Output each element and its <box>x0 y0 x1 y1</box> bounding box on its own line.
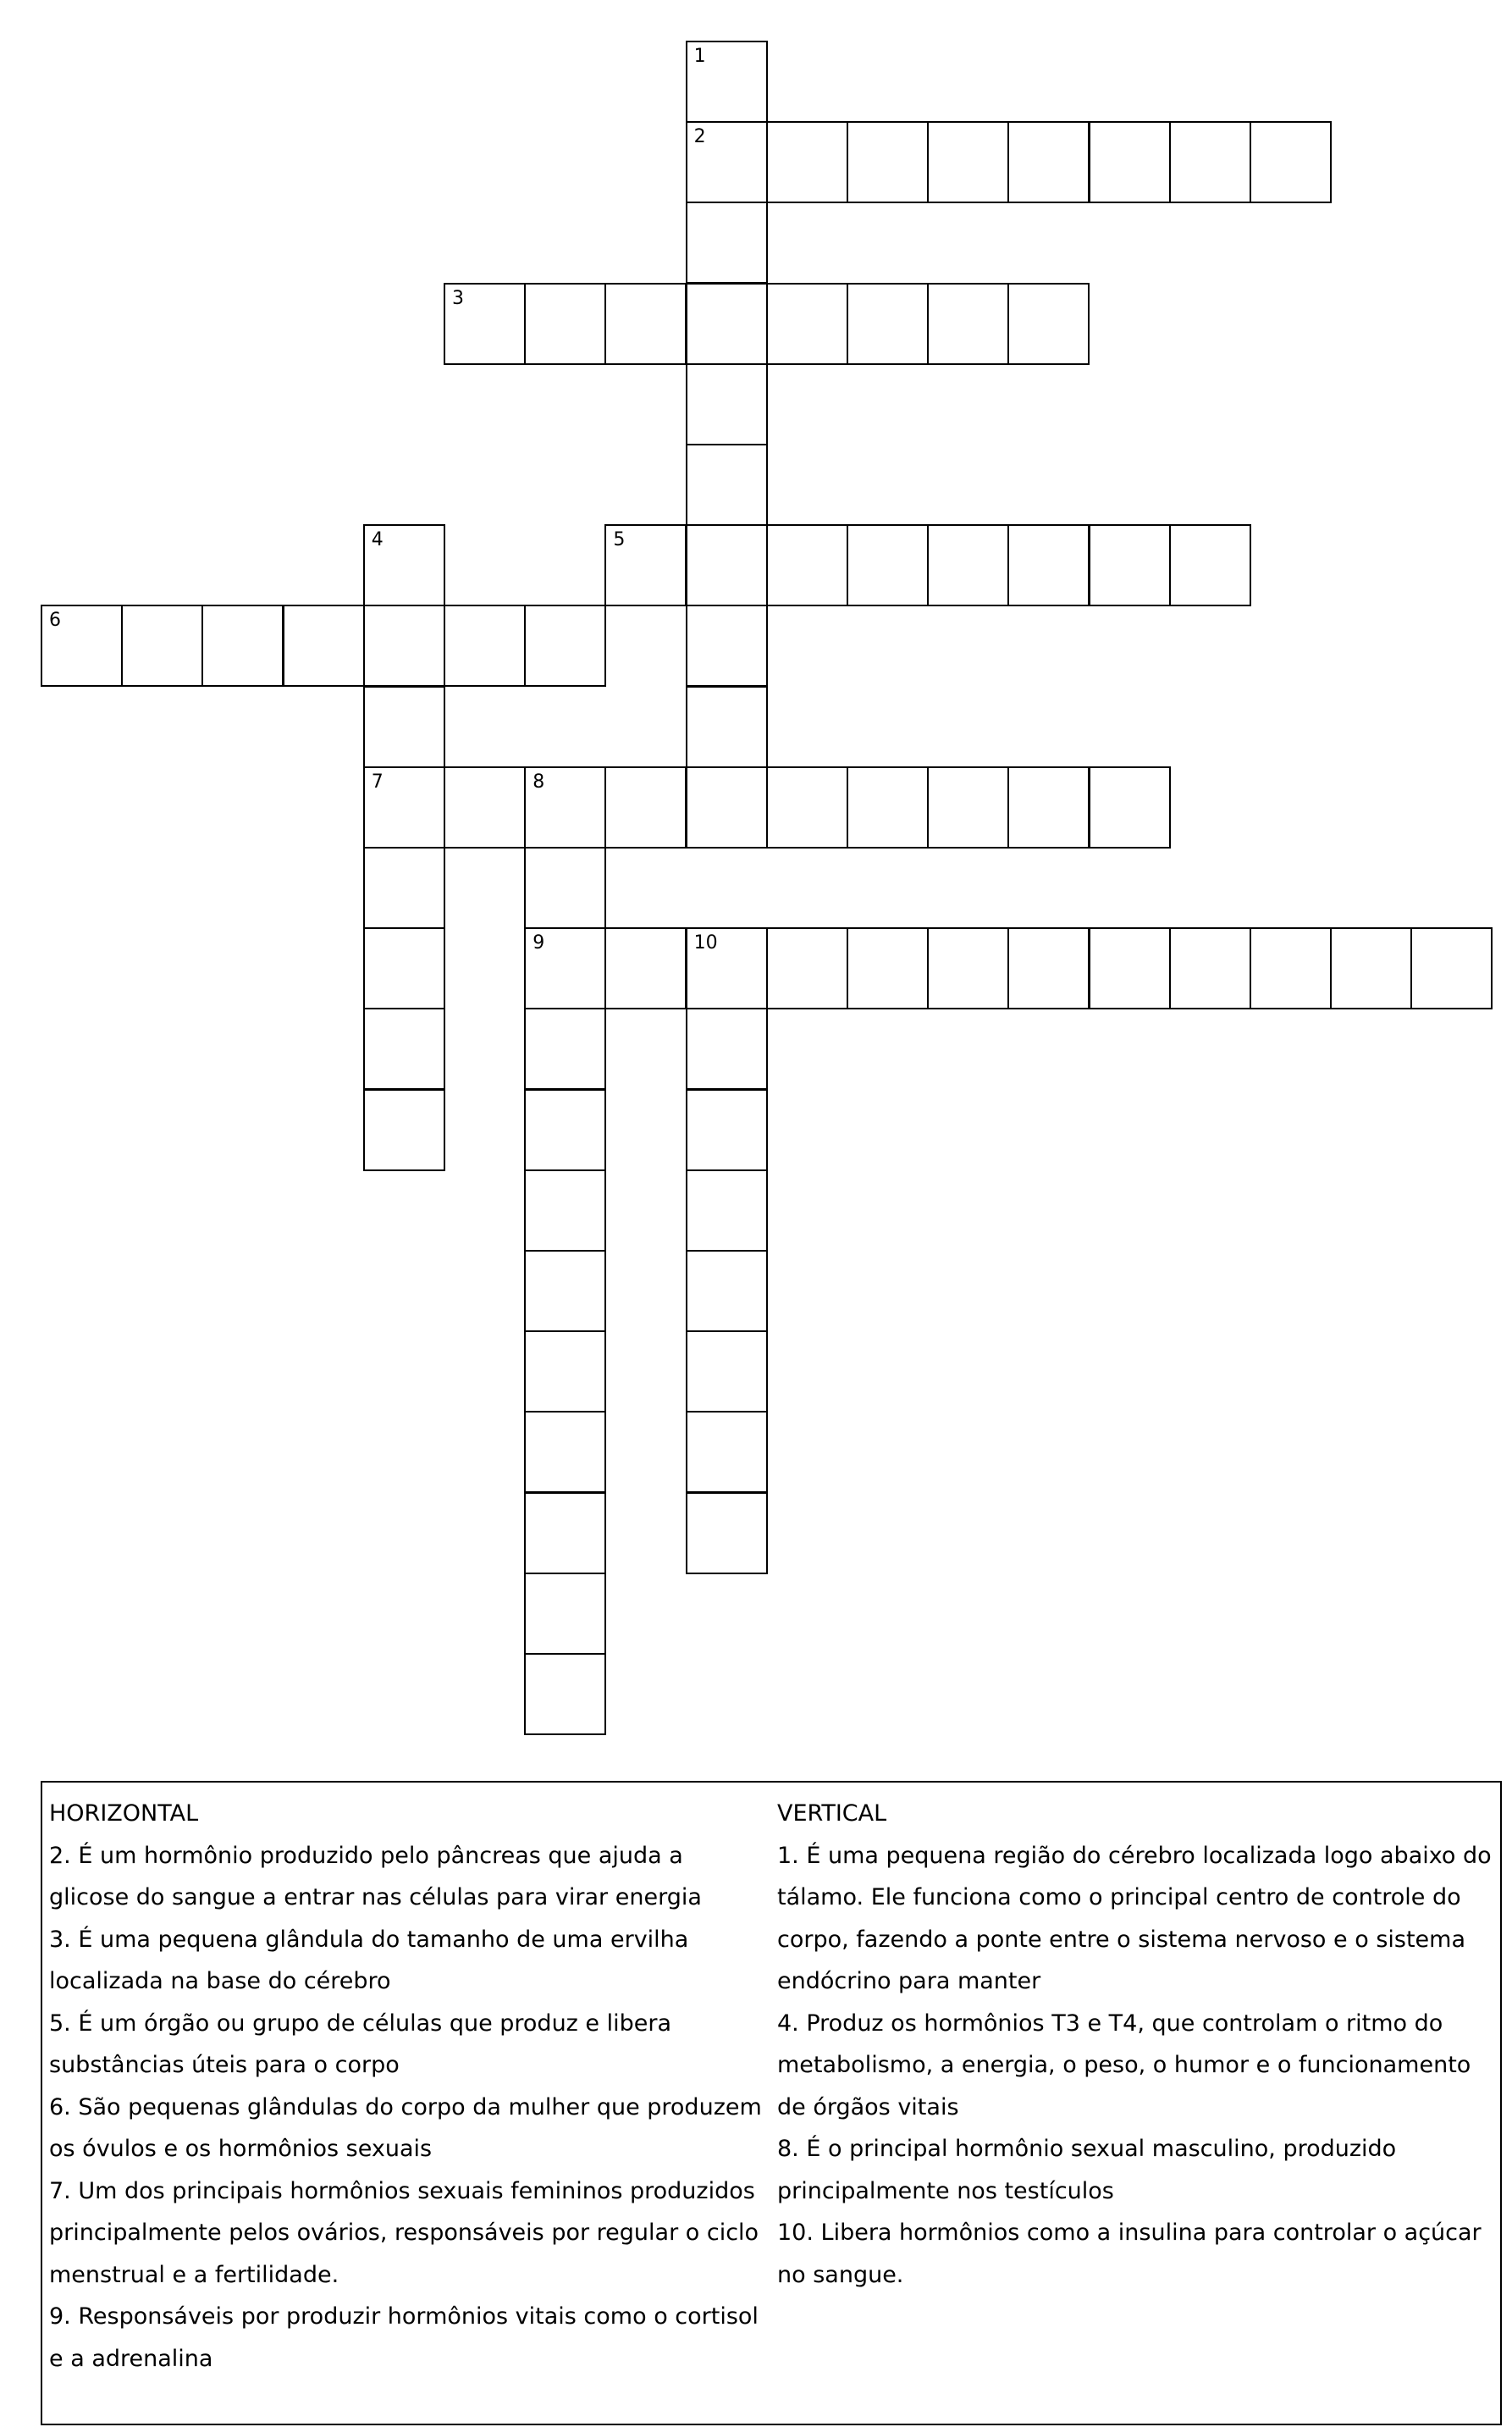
crossword-cell[interactable] <box>444 283 526 365</box>
crossword-cell[interactable] <box>524 1169 606 1252</box>
crossword-cell[interactable] <box>927 121 1009 203</box>
crossword-cell[interactable] <box>686 766 768 849</box>
crossword-cell[interactable] <box>201 605 284 687</box>
vertical-clue-line: tálamo. Ele funciona como o principal centro de controle do <box>777 1884 1461 1910</box>
clue-number: 8 <box>533 771 545 793</box>
crossword-cell[interactable] <box>1410 927 1493 1009</box>
crossword-cell[interactable] <box>524 1089 606 1171</box>
clue-number: 9 <box>533 932 545 954</box>
crossword-cell[interactable] <box>686 202 768 284</box>
crossword-cell[interactable] <box>524 1492 606 1574</box>
vertical-clues <box>777 1793 1497 2296</box>
crossword-cell[interactable] <box>363 1008 445 1090</box>
crossword-cell[interactable] <box>766 524 848 606</box>
crossword-cell[interactable] <box>524 1008 606 1090</box>
crossword-cell[interactable] <box>686 283 768 365</box>
crossword-cell[interactable] <box>847 121 929 203</box>
crossword-cell[interactable] <box>524 766 606 849</box>
crossword-cell[interactable] <box>847 283 929 365</box>
vertical-clue-line: metabolismo, a energia, o peso, o humor e o funcionamento <box>777 2052 1471 2078</box>
horizontal-clue-line: e a adrenalina <box>49 2345 213 2372</box>
crossword-cell[interactable] <box>927 524 1009 606</box>
crossword-cell[interactable] <box>766 283 848 365</box>
crossword-cell[interactable] <box>847 927 929 1009</box>
horizontal-clue-line: 9. Responsáveis por produzir hormônios vitais como o cortisol <box>49 2303 759 2330</box>
crossword-cell[interactable] <box>847 524 929 606</box>
crossword-cell[interactable] <box>927 283 1009 365</box>
crossword-cell[interactable] <box>121 605 203 687</box>
crossword-cell[interactable] <box>847 766 929 849</box>
crossword-cell[interactable] <box>766 121 848 203</box>
crossword-cell[interactable] <box>363 605 445 687</box>
horizontal-clue-line: os óvulos e os hormônios sexuais <box>49 2136 433 2162</box>
crossword-cell[interactable] <box>1007 927 1090 1009</box>
crossword-cell[interactable] <box>1089 927 1171 1009</box>
crossword-cell[interactable] <box>1089 766 1171 849</box>
crossword-cell[interactable] <box>1169 524 1251 606</box>
horizontal-clue-line: 2. É um hormônio produzido pelo pâncreas que ajuda a <box>49 1842 683 1869</box>
crossword-cell[interactable] <box>686 1492 768 1574</box>
crossword-cell[interactable] <box>363 766 445 849</box>
crossword-cell[interactable] <box>1007 283 1090 365</box>
crossword-cell[interactable] <box>283 605 365 687</box>
vertical-clue-line: no sangue. <box>777 2261 904 2288</box>
crossword-cell[interactable] <box>41 605 123 687</box>
crossword-cell[interactable] <box>686 363 768 445</box>
crossword-cell[interactable] <box>1089 524 1171 606</box>
crossword-cell[interactable] <box>686 444 768 526</box>
vertical-clue-line: 8. É o principal hormônio sexual masculino, produzido <box>777 2136 1397 2162</box>
clue-number: 7 <box>371 771 384 793</box>
crossword-cell[interactable] <box>686 1008 768 1090</box>
crossword-cell[interactable] <box>1007 121 1090 203</box>
horizontal-clue-line: localizada na base do cérebro <box>49 1968 391 1994</box>
horizontal-clue-line: principalmente pelos ovários, responsáveis por regular o ciclo <box>49 2220 759 2246</box>
crossword-cell[interactable] <box>1250 927 1332 1009</box>
crossword-cell[interactable] <box>524 605 606 687</box>
crossword-cell[interactable] <box>363 524 445 606</box>
crossword-cell[interactable] <box>1089 121 1171 203</box>
crossword-cell[interactable] <box>1250 121 1332 203</box>
crossword-cell[interactable] <box>363 1089 445 1171</box>
crossword-cell[interactable] <box>686 1169 768 1252</box>
crossword-cell[interactable] <box>1007 766 1090 849</box>
horizontal-clue-line: substâncias úteis para o corpo <box>49 2052 400 2078</box>
clue-number: 10 <box>693 932 718 954</box>
crossword-cell[interactable] <box>927 766 1009 849</box>
vertical-clue-line: 10. Libera hormônios como a insulina para controlar o açúcar <box>777 2220 1482 2246</box>
horizontal-clue-line: 7. Um dos principais hormônios sexuais femininos produzidos <box>49 2177 755 2204</box>
horizontal-clue-line: menstrual e a fertilidade. <box>49 2261 339 2288</box>
horizontal-title: HORIZONTAL <box>49 1800 199 1827</box>
clue-number: 4 <box>371 529 384 551</box>
crossword-cell[interactable] <box>1007 524 1090 606</box>
vertical-clue-line: de órgãos vitais <box>777 2093 959 2120</box>
crossword-cell[interactable] <box>363 686 445 768</box>
crossword-cell[interactable] <box>686 1250 768 1332</box>
crossword-cell[interactable] <box>686 605 768 687</box>
crossword-cell[interactable] <box>524 847 606 929</box>
vertical-clue-line: 1. É uma pequena região do cérebro localizada logo abaixo do <box>777 1842 1492 1869</box>
crossword-cell[interactable] <box>686 1411 768 1493</box>
crossword-cell[interactable] <box>444 605 526 687</box>
clue-number: 6 <box>49 610 61 632</box>
crossword-cell[interactable] <box>604 524 687 606</box>
crossword-cell[interactable] <box>524 1573 606 1655</box>
crossword-cell[interactable] <box>524 283 606 365</box>
horizontal-clues <box>49 1793 770 2380</box>
clue-number: 5 <box>613 529 626 551</box>
crossword-cell[interactable] <box>363 847 445 929</box>
horizontal-clue-line: 6. São pequenas glândulas do corpo da mulher que produzem <box>49 2093 762 2120</box>
clue-number: 1 <box>693 46 706 67</box>
crossword-cell[interactable] <box>686 1089 768 1171</box>
vertical-title: VERTICAL <box>777 1800 887 1827</box>
crossword-cell[interactable] <box>524 1411 606 1493</box>
crossword-cell[interactable] <box>1169 927 1251 1009</box>
vertical-clue-line: principalmente nos testículos <box>777 2177 1114 2204</box>
clue-number: 3 <box>452 287 464 309</box>
horizontal-clue-line: 3. É uma pequena glândula do tamanho de uma ervilha <box>49 1926 689 1953</box>
vertical-clue-line: endócrino para manter <box>777 1968 1041 1994</box>
horizontal-clue-line: 5. É um órgão ou grupo de células que produz e libera <box>49 2010 672 2037</box>
crossword-cell[interactable] <box>686 524 768 606</box>
crossword-cell[interactable] <box>1169 121 1251 203</box>
crossword-cell[interactable] <box>524 1250 606 1332</box>
crossword-cell[interactable] <box>444 766 526 849</box>
crossword-cell[interactable] <box>766 766 848 849</box>
crossword-cell[interactable] <box>686 1330 768 1413</box>
horizontal-clue-line: glicose do sangue a entrar nas células para virar energia <box>49 1884 702 1910</box>
crossword-cell[interactable] <box>524 1653 606 1735</box>
crossword-cell[interactable] <box>604 283 687 365</box>
clues-box <box>41 1781 1502 2425</box>
vertical-clue-line: corpo, fazendo a ponte entre o sistema nervoso e o sistema <box>777 1926 1465 1953</box>
crossword-cell[interactable] <box>604 766 687 849</box>
crossword-cell[interactable] <box>363 927 445 1009</box>
crossword-cell[interactable] <box>524 927 606 1009</box>
crossword-cell[interactable] <box>686 41 768 123</box>
vertical-clue-line: 4. Produz os hormônios T3 e T4, que controlam o ritmo do <box>777 2010 1443 2037</box>
crossword-cell[interactable] <box>766 927 848 1009</box>
crossword-cell[interactable] <box>686 121 768 203</box>
crossword-cell[interactable] <box>686 927 768 1009</box>
crossword-cell[interactable] <box>524 1330 606 1413</box>
crossword-cell[interactable] <box>686 686 768 768</box>
crossword-cell[interactable] <box>1330 927 1412 1009</box>
crossword-cell[interactable] <box>604 927 687 1009</box>
crossword-cell[interactable] <box>927 927 1009 1009</box>
clue-number: 2 <box>693 126 706 148</box>
